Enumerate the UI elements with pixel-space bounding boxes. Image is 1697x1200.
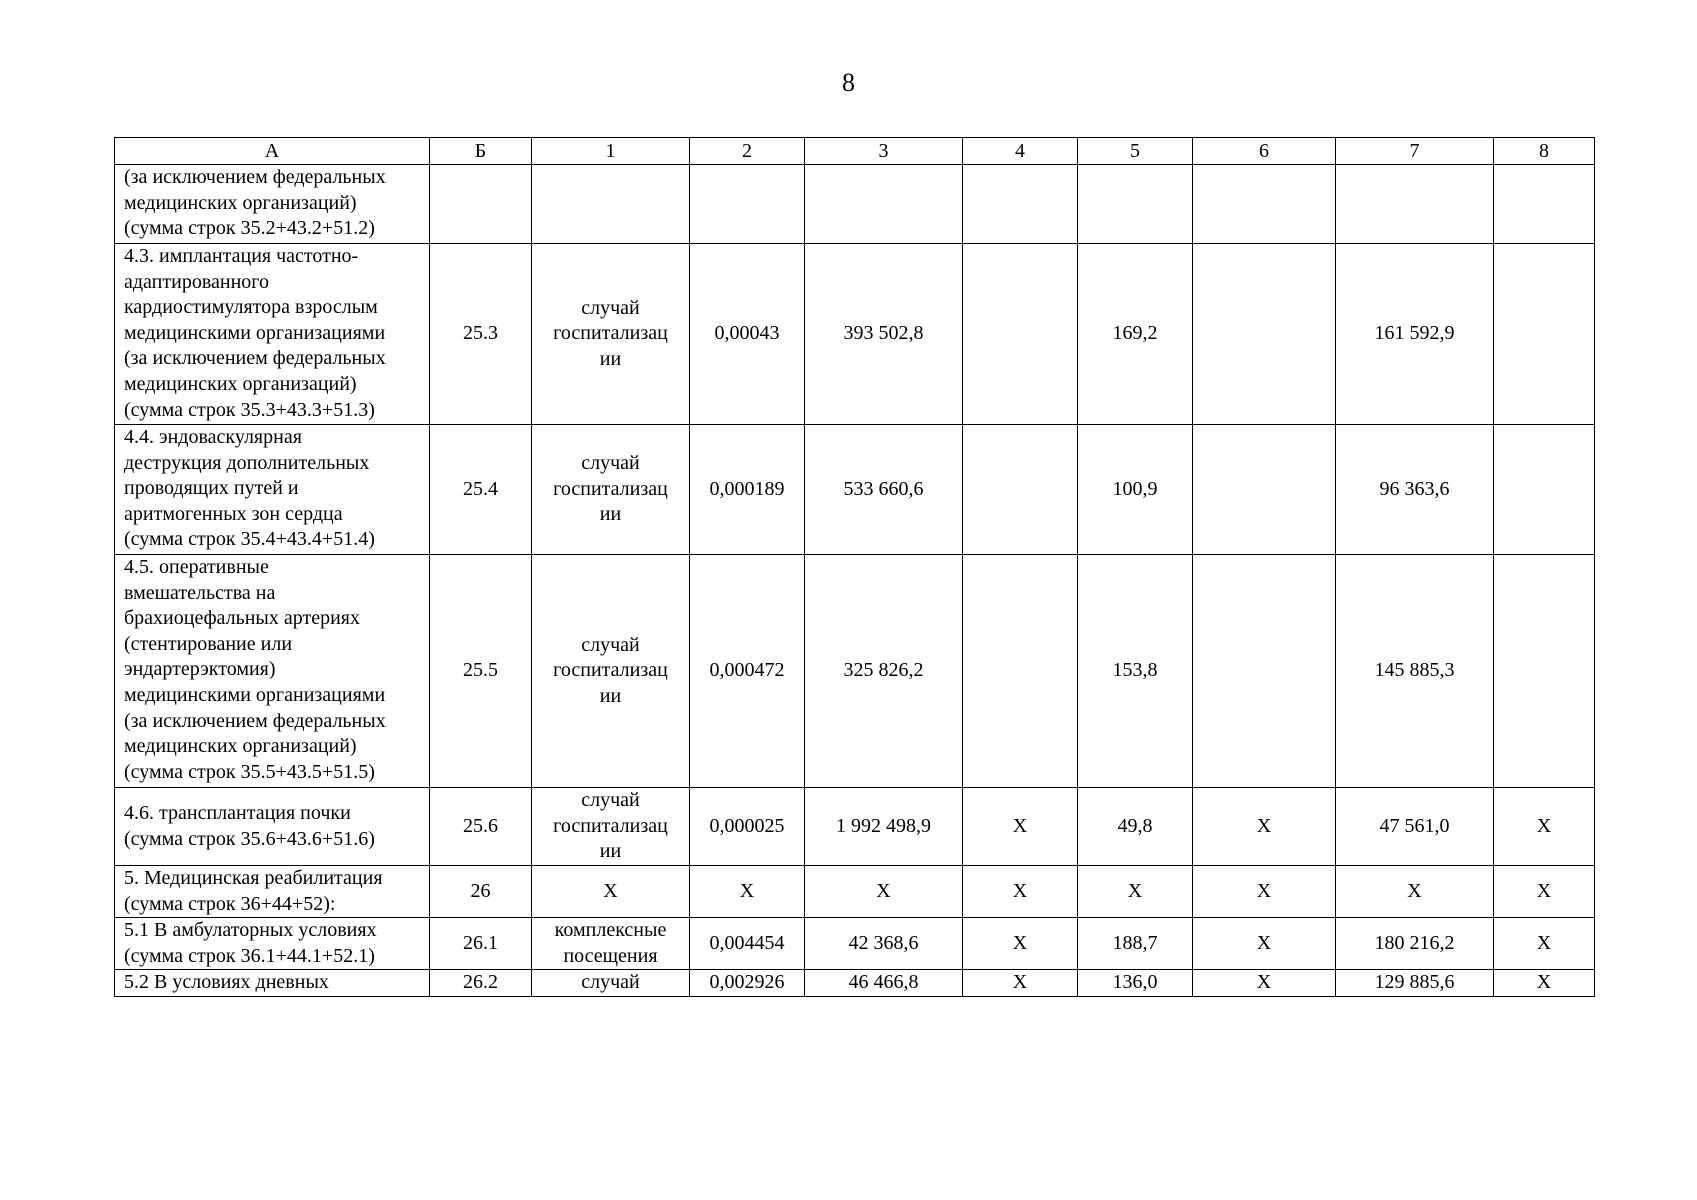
value-cell-col4: Х (963, 970, 1078, 997)
table-row (115, 970, 1595, 997)
column-header-2: 2 (690, 138, 805, 165)
value-cell-col6 (1193, 244, 1336, 425)
value-cell-col2: 0,000189 (690, 425, 805, 555)
unit-cell (532, 866, 690, 918)
row-name: 4.5. оперативные вмешательства на брахиоцефальных артериях (стентирование или эндартерэктомия) медицинскими организациями (за исключением федеральных медицинских организаций) (сумма строк 35.5+43.5+51.5) (124, 556, 386, 783)
column-header-8: 8 (1494, 138, 1595, 165)
value-cell-col3: 533 660,6 (805, 425, 963, 555)
value-cell-col7: 47 561,0 (1336, 788, 1494, 866)
column-header-3: 3 (805, 138, 963, 165)
value-cell-col2: 0,002926 (690, 970, 805, 997)
row-code-cell: 25.5 (430, 555, 532, 788)
value-cell-col6: Х (1193, 866, 1336, 918)
unit-text: случай госпитализац ии (553, 452, 668, 526)
table-body (115, 165, 1595, 997)
value-cell-col5 (1078, 165, 1193, 244)
row-code-cell: 25.6 (430, 788, 532, 866)
row-name: 4.6. трансплантация почки (сумма строк 35.6+43.6+51.6) (124, 801, 375, 850)
column-header-a: А (115, 138, 430, 165)
row-name-cell (115, 866, 430, 918)
table-row (115, 165, 1595, 244)
value-cell-col7 (1336, 165, 1494, 244)
value-cell-col6 (1193, 555, 1336, 788)
row-name-cell (115, 244, 430, 425)
row-name: 5.2 В условиях дневных (124, 971, 329, 994)
row-code-cell (430, 165, 532, 244)
row-name: 5.1 В амбулаторных условиях (сумма строк 36.1+44.1+52.1) (124, 919, 377, 967)
value-cell-col2 (690, 165, 805, 244)
value-cell-col4 (963, 425, 1078, 555)
value-cell-col6: Х (1193, 918, 1336, 970)
value-cell-col7: 161 592,9 (1336, 244, 1494, 425)
value-cell-col2: Х (690, 866, 805, 918)
row-name-cell (115, 788, 430, 866)
table-row (115, 244, 1595, 425)
value-cell-col6: Х (1193, 970, 1336, 997)
value-cell-col7: 96 363,6 (1336, 425, 1494, 555)
value-cell-col8 (1494, 555, 1595, 788)
value-cell-col6 (1193, 165, 1336, 244)
row-name: 4.4. эндоваскулярная деструкция дополнительных проводящих путей и аритмогенных зон сердца (сумма строк 35.4+43.4+51.4) (124, 426, 375, 551)
value-cell-col8 (1494, 244, 1595, 425)
column-header-1: 1 (532, 138, 690, 165)
value-cell-col2: 0,004454 (690, 918, 805, 970)
unit-cell (532, 555, 690, 788)
unit-text: комплексные посещения (554, 919, 667, 967)
header-row (115, 138, 1595, 165)
value-cell-col5: Х (1078, 866, 1193, 918)
table-row (115, 555, 1595, 788)
table-row (115, 425, 1595, 555)
row-name: 5. Медицинская реабилитация (сумма строк 36+44+52): (124, 867, 383, 915)
value-cell-col8 (1494, 425, 1595, 555)
unit-text: случай госпитализац ии (553, 789, 668, 863)
value-cell-col6 (1193, 425, 1336, 555)
page-number: 8 (842, 68, 855, 97)
row-code-cell: 26.1 (430, 918, 532, 970)
unit-cell (532, 244, 690, 425)
value-cell-col5: 153,8 (1078, 555, 1193, 788)
unit-cell (532, 165, 690, 244)
table-header (115, 138, 1595, 165)
value-cell-col2: 0,000472 (690, 555, 805, 788)
row-name-cell (115, 918, 430, 970)
value-cell-col4: Х (963, 788, 1078, 866)
row-name: (за исключением федеральных медицинских организаций) (сумма строк 35.2+43.2+51.2) (124, 166, 386, 240)
value-cell-col5: 136,0 (1078, 970, 1193, 997)
unit-text: случай (581, 971, 640, 994)
value-cell-col8 (1494, 165, 1595, 244)
value-cell-col7: 180 216,2 (1336, 918, 1494, 970)
row-name-cell (115, 425, 430, 555)
value-cell-col5: 188,7 (1078, 918, 1193, 970)
table-row (115, 788, 1595, 866)
value-cell-col3 (805, 165, 963, 244)
value-cell-col4 (963, 555, 1078, 788)
unit-text: Х (603, 879, 618, 902)
value-cell-col7: 145 885,3 (1336, 555, 1494, 788)
row-code-cell: 25.4 (430, 425, 532, 555)
value-cell-col7: 129 885,6 (1336, 970, 1494, 997)
column-header-5: 5 (1078, 138, 1193, 165)
data-table (114, 137, 1595, 997)
row-name-cell (115, 165, 430, 244)
value-cell-col3: 393 502,8 (805, 244, 963, 425)
unit-text: случай госпитализац ии (553, 633, 668, 707)
value-cell-col4 (963, 165, 1078, 244)
row-code-cell: 26 (430, 866, 532, 918)
value-cell-col3: 42 368,6 (805, 918, 963, 970)
value-cell-col3: 1 992 498,9 (805, 788, 963, 866)
value-cell-col3: 325 826,2 (805, 555, 963, 788)
unit-text: случай госпитализац ии (553, 296, 668, 370)
table-row (115, 866, 1595, 918)
row-name-cell (115, 970, 430, 997)
column-header-7: 7 (1336, 138, 1494, 165)
unit-cell (532, 425, 690, 555)
table-row (115, 918, 1595, 970)
value-cell-col5: 169,2 (1078, 244, 1193, 425)
row-code-cell: 25.3 (430, 244, 532, 425)
value-cell-col6: Х (1193, 788, 1336, 866)
value-cell-col8: Х (1494, 866, 1595, 918)
value-cell-col8: Х (1494, 970, 1595, 997)
column-header-4: 4 (963, 138, 1078, 165)
value-cell-col5: 100,9 (1078, 425, 1193, 555)
value-cell-col7: Х (1336, 866, 1494, 918)
value-cell-col4 (963, 244, 1078, 425)
value-cell-col8: Х (1494, 788, 1595, 866)
row-name: 4.3. имплантация частотно- адаптированного кардиостимулятора взрослым медицинскими организациями (за исключением федеральных медицинских организаций) (сумма строк 35.3+43.3+51.3) (124, 245, 386, 421)
value-cell-col4: Х (963, 866, 1078, 918)
unit-cell (532, 788, 690, 866)
value-cell-col4: Х (963, 918, 1078, 970)
value-cell-col3: 46 466,8 (805, 970, 963, 997)
column-header-6: 6 (1193, 138, 1336, 165)
value-cell-col2: 0,000025 (690, 788, 805, 866)
value-cell-col2: 0,00043 (690, 244, 805, 425)
value-cell-col8: Х (1494, 918, 1595, 970)
value-cell-col5: 49,8 (1078, 788, 1193, 866)
unit-cell (532, 970, 690, 997)
value-cell-col3: Х (805, 866, 963, 918)
unit-cell (532, 918, 690, 970)
row-code-cell: 26.2 (430, 970, 532, 997)
row-name-cell (115, 555, 430, 788)
column-header-b: Б (430, 138, 532, 165)
